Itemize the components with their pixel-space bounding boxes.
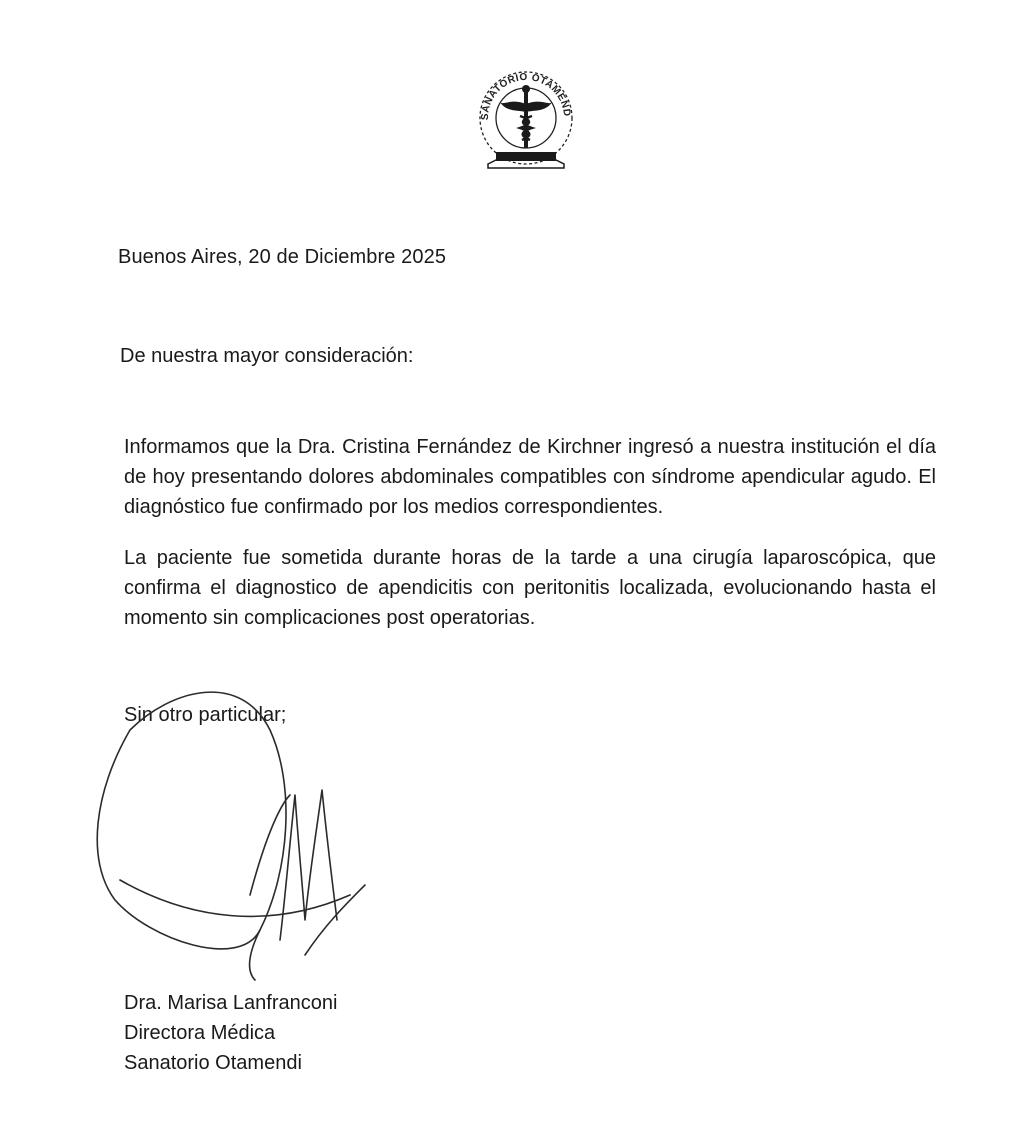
letter-date: Buenos Aires, 20 de Diciembre 2025: [118, 246, 447, 268]
signer-block: [124, 988, 337, 1078]
letter-paragraph: Informamos que la Dra. Cristina Fernández de Kirchner ingresó a nuestra institución el día de hoy presentando dolores abdominales compatibles con síndrome apendicular agudo. El diagnóstico fue confirmado por los medios correspondientes.: [124, 436, 936, 518]
letter-salutation: De nuestra mayor consideración:: [120, 345, 414, 367]
signer-institution: Sanatorio Otamendi: [124, 1052, 302, 1074]
letter-closing: Sin otro particular;: [124, 704, 287, 726]
signer-name: Dra. Marisa Lanfranconi: [124, 992, 338, 1014]
svg-text:SANATORIO OTAMENDI: SANATORIO OTAMEND: [479, 71, 573, 121]
sanatorio-logo: [470, 60, 582, 180]
caduceus-seal-icon: [470, 60, 582, 180]
signature: [90, 670, 380, 990]
handwritten-signature-icon: [90, 670, 380, 990]
signer-title: Directora Médica: [124, 1022, 276, 1044]
letter-paragraph: La paciente fue sometida durante horas de la tarde a una cirugía laparoscópica, que confirma el diagnostico de apendicitis con peritonitis localizada, evolucionando hasta el momento sin complicaciones post operatorias.: [124, 547, 936, 629]
